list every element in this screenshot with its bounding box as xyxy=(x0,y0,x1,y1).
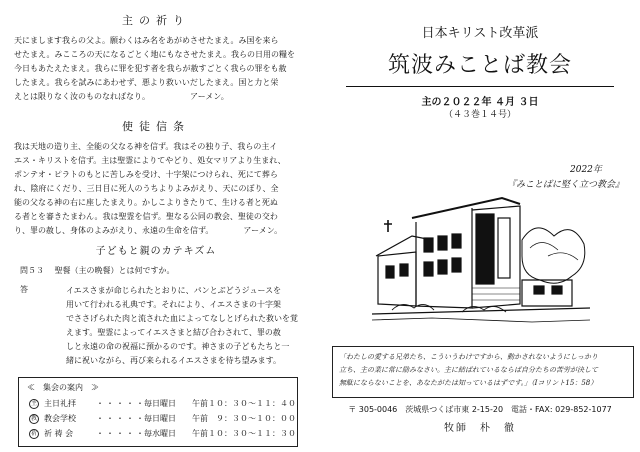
pastor-name: 牧師 朴 徹 xyxy=(444,423,516,434)
bulletin-volume: （４３巻１４号） xyxy=(443,110,516,120)
creed-line: エス・キリストを信ず。主は聖霊によりてやどり、処女マリアより生まれ、 xyxy=(14,156,286,165)
lords-prayer-line: 今日もあたえたまえ。我らに罪を犯す者を我らが赦すごとく我らの罪をも赦 xyxy=(14,64,287,73)
meeting-dots: ・・・・・ xyxy=(96,414,146,423)
scripture-verse-box xyxy=(332,346,634,398)
answer-tag: 答 xyxy=(20,285,28,294)
verse-line: 無駄にならないことを、あなたがたは知っているはずです。」（Ⅰコリント15：58） xyxy=(339,379,598,387)
meeting-row-school xyxy=(29,413,296,424)
meeting-dots: ・・・・・ xyxy=(96,399,146,408)
creed-text xyxy=(14,140,306,238)
meeting-day: 毎水曜日 xyxy=(144,429,176,438)
prayer-icon: 祈 xyxy=(30,430,37,437)
answer-line: 用いて行われる礼典です。それにより、イエスさまの十字架 xyxy=(66,300,282,309)
answer-line: しと永遠の命の祝福に預かるのです。神さまの子どもたちと一 xyxy=(66,342,290,351)
meeting-name: 祈 祷 会 xyxy=(44,429,74,438)
verse-line: 立ち、主の業に常に励みなさい。主に結ばれているならば自分たちの苦労が決して xyxy=(339,366,598,374)
meeting-time: 午前１０：３０～１１：４０ xyxy=(192,399,296,408)
motto-year: 2022年 xyxy=(570,165,602,175)
creed-last-line: り、罪の赦し、身体のよみがえり、永遠の生命を信ず。 アーメン。 xyxy=(14,226,283,235)
answer-line: えます。聖霊によってイエスさまと結び合わされて、罪の赦 xyxy=(66,328,281,337)
lords-prayer-text xyxy=(14,34,306,104)
catechism-question-row xyxy=(20,264,175,278)
creed-line: れ、陰府にくだり、三日目に死人のうちよりよみがえり、天にのぼり、全 xyxy=(14,184,279,193)
denomination-name: 日本キリスト改革派 xyxy=(421,26,539,41)
meeting-info-title: ≪ 集会の案内 ≫ xyxy=(27,383,99,392)
question-text: 聖餐（主の晩餐）とは何ですか。 xyxy=(54,266,175,275)
creed-line: る者とを審きたまわん。我は聖霊を信ず。聖なる公同の教会、聖徒の交わ xyxy=(14,212,278,221)
answer-line: イエスさまが命じられたとおりに、パンとぶどうジュースを xyxy=(66,286,282,295)
lords-prayer-line: したまえ。我らを試みにあわせず、悪より救いいだしたまえ。国と力と栄 xyxy=(14,78,279,87)
meeting-day: 毎日曜日 xyxy=(144,399,176,408)
lords-prayer-line: せたまえ。みこころの天になるごとく地にもなさせたまえ。我らの日用の糧を xyxy=(14,50,295,59)
worship-icon: 主 xyxy=(30,400,37,407)
lords-prayer-title: 主の祈り xyxy=(122,14,190,27)
motto-text: 『みことばに堅く立つ教会』 xyxy=(507,180,625,190)
scripture-verse xyxy=(339,351,629,390)
creed-line: 能の父なる神の右に座したまえり。かしこよりきたりて、生ける者と死ぬ xyxy=(14,198,278,207)
question-number: 問５３ xyxy=(20,266,44,275)
lords-prayer-line: 天にまします我らの父よ。願わくはみ名をあがめさせたまえ。み国を来ら xyxy=(14,36,279,45)
meeting-time: 午前 ９：３０～１０：００ xyxy=(192,414,296,423)
meeting-name: 教会学校 xyxy=(44,414,76,423)
answer-text xyxy=(66,284,306,368)
church-address: 〒 305-0046 茨城県つくば市東 2-15-20 電話・FAX: 029-852-1077 xyxy=(348,405,612,414)
meeting-dots: ・・・・・ xyxy=(96,429,146,438)
creed-line: ポンテオ・ピラトのもとに苦しみを受け、十字架につけられ、死にて葬ら xyxy=(14,170,278,179)
church-building-illustration xyxy=(372,196,590,338)
creed-title: 使徒信条 xyxy=(122,120,190,133)
meeting-day: 毎日曜日 xyxy=(144,414,176,423)
meeting-time: 午前１０：３０～１１：３０ xyxy=(192,429,296,438)
lords-prayer-last-line: えとは限りなく汝のものなればなり。 アーメン。 xyxy=(14,92,229,101)
catechism-title: 子どもと親のカテキズム xyxy=(95,246,217,257)
lords-prayer-amen: アーメン。 xyxy=(190,92,229,101)
meeting-row-worship xyxy=(29,398,296,409)
answer-line: でささげられた肉と流された血によってなしとげられた救いを覚 xyxy=(66,314,298,323)
left-page xyxy=(0,0,312,452)
bulletin-date: 主の２０２２年 ４月 ３日 xyxy=(421,97,539,108)
meeting-name: 主日礼拝 xyxy=(44,399,76,408)
answer-line: 緒に祝いながら、再び来られるイエスさまを待ち望みます。 xyxy=(66,356,282,365)
creed-amen: アーメン。 xyxy=(243,226,283,235)
school-icon: 教 xyxy=(30,415,37,422)
church-name: 筑波みことば教会 xyxy=(387,53,572,78)
meeting-row-prayer xyxy=(29,428,296,439)
meeting-info-box xyxy=(18,377,298,447)
creed-line: 我は天地の造り主、全能の父なる神を信ず。我はその独り子、我らの主イ xyxy=(14,142,278,151)
verse-line: 「わたしの愛する兄弟たち、こういうわけですから、動かされないようにしっかり xyxy=(339,353,598,361)
header-divider xyxy=(346,86,614,87)
